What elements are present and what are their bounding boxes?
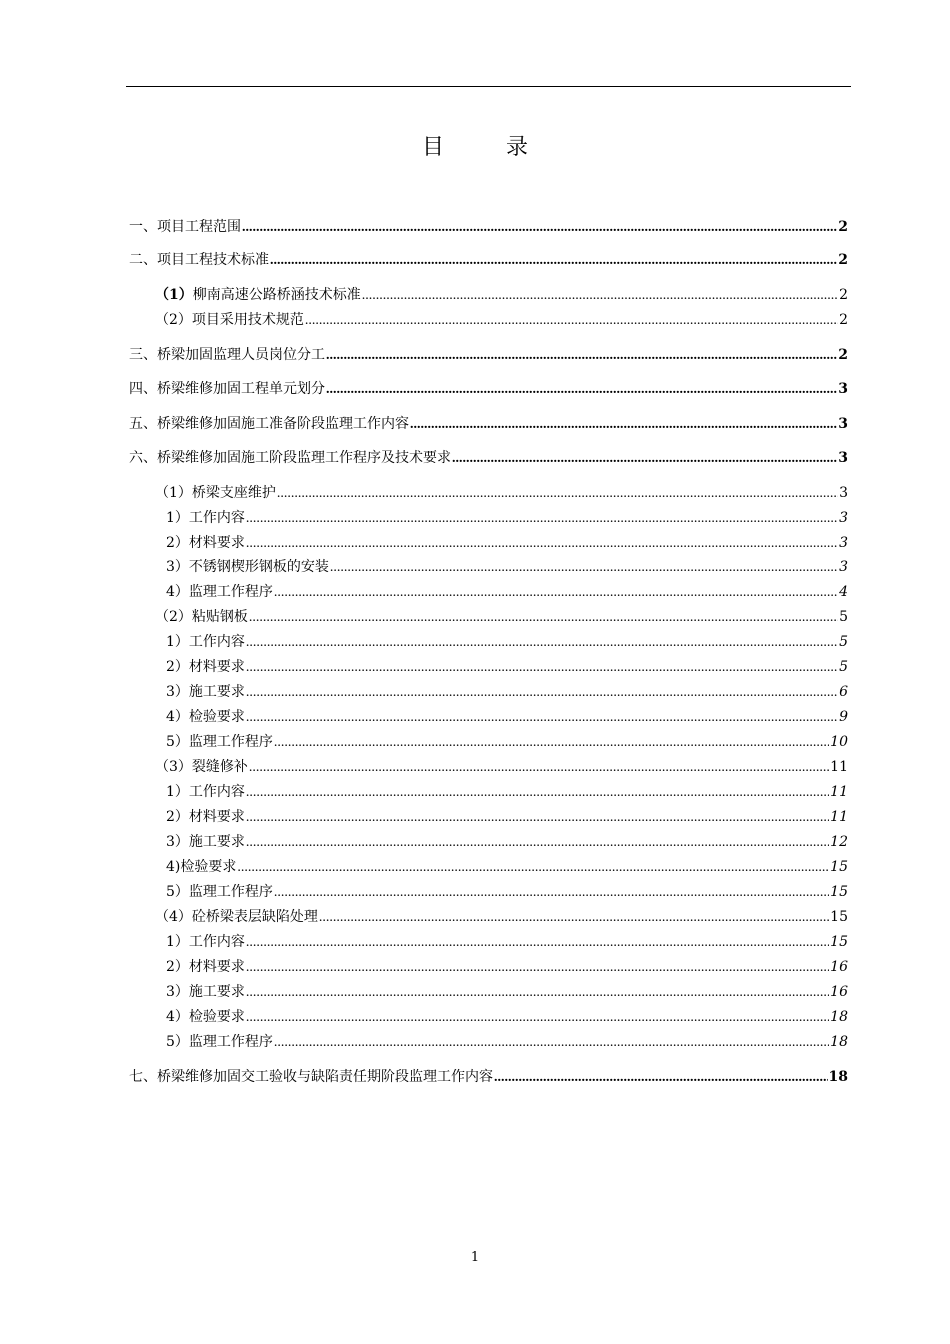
toc-entry-title: 4）检验要求 [166,1009,245,1025]
toc-entry[interactable] [166,557,848,577]
toc-entry-title: 3）施工要求 [166,834,245,850]
toc-leader-dots [246,1008,829,1028]
toc-entry-title: 4）检验要求 [166,709,245,725]
toc-entry[interactable] [166,957,848,977]
toc-entry[interactable] [166,1032,848,1052]
toc-entry-title: 2）材料要求 [166,809,245,825]
toc-leader-dots [277,484,838,504]
toc-leader-dots [246,633,838,653]
toc-entry-page: 3 [838,381,848,397]
toc-entry[interactable] [129,448,848,468]
toc-entry-page: 3 [838,416,848,432]
toc-leader-dots [246,708,838,728]
toc-entry[interactable] [155,310,848,330]
toc-leader-dots [246,983,829,1003]
toc-entry-title: 1）工作内容 [166,510,245,526]
toc-leader-dots [246,509,838,529]
toc-leader-dots [246,808,829,828]
toc-entry-title: 2）材料要求 [166,659,245,675]
toc-entry-page: 12 [830,834,848,850]
toc-leader-dots [274,1033,829,1053]
toc-entry-page: 3 [838,450,848,466]
toc-leader-dots [274,583,838,603]
toc-entry-title: 桥梁维修加固施工准备阶段监理工作内容 [157,416,409,432]
toc-leader-dots [362,286,838,306]
toc-entry-number: 四、 [129,381,157,397]
toc-entry-title: 3）不锈钢楔形钢板的安装 [166,559,329,575]
toc-entry-page: 11 [830,809,848,825]
toc-title-char-1: 目 [421,135,444,160]
toc-entry[interactable] [155,907,848,927]
toc-entry[interactable] [166,732,848,752]
toc-entry[interactable] [129,414,848,434]
toc-entry-title: 3）施工要求 [166,984,245,1000]
toc-entry[interactable] [166,982,848,1002]
toc-leader-dots [246,933,829,953]
toc-entry-title: 2）材料要求 [166,959,245,975]
toc-entry-page: 15 [830,859,848,875]
toc-title-char-2: 录 [506,135,529,160]
toc-entry-number: 六、 [129,450,157,466]
toc-entry[interactable] [155,483,848,503]
toc-entry[interactable] [129,217,848,237]
toc-leader-dots [246,534,838,554]
toc-entry[interactable] [166,582,848,602]
toc-leader-dots [246,658,838,678]
toc-leader-dots [249,608,838,628]
toc-entry[interactable] [166,782,848,802]
toc-entry-title: 桥梁维修加固施工阶段监理工作程序及技术要求 [157,450,451,466]
toc-entry-number: 一、 [129,219,157,235]
page-number: 1 [470,1250,480,1265]
toc-entry[interactable] [166,682,848,702]
toc-entry-title: 4)检验要求 [166,859,237,875]
toc-entry[interactable] [166,657,848,677]
toc-leader-dots [410,415,837,435]
toc-entry-page: 3 [839,510,848,526]
toc-entry-title: （3）裂缝修补 [155,759,248,775]
toc-entry[interactable] [129,379,848,399]
toc-leader-dots [330,558,838,578]
toc-entry-title: 1）工作内容 [166,784,245,800]
toc-leader-dots [237,858,829,878]
toc-entry-page: 9 [839,709,848,725]
toc-entry[interactable] [166,1007,848,1027]
toc-entry[interactable] [155,607,848,627]
toc-entry[interactable] [129,250,848,270]
toc-entry-title: 柳南高速公路桥涵技术标准 [192,287,361,303]
toc-entry-number: 二、 [129,252,157,268]
toc-entry-page: 6 [839,684,848,700]
toc-entry-page: 15 [830,884,848,900]
toc-leader-dots [326,380,837,400]
toc-entry-title: 1）工作内容 [166,934,245,950]
toc-entry-page: 2 [838,252,848,268]
toc-entry-title: （1）桥梁支座维护 [155,485,276,501]
toc-title [0,130,950,161]
toc-entry[interactable] [166,882,848,902]
toc-entry[interactable] [166,832,848,852]
toc-entry-page: 11 [830,784,848,800]
toc-entry-page: 4 [839,584,848,600]
toc-entry-title: （4）砼桥梁表层缺陷处理 [155,909,318,925]
toc-entry-page: 16 [830,959,848,975]
toc-leader-dots [246,783,829,803]
toc-entry-page: 10 [830,734,848,750]
toc-entry-title: 桥梁维修加固交工验收与缺陷责任期阶段监理工作内容 [157,1069,493,1085]
toc-leader-dots [246,833,829,853]
toc-entry-title: 5）监理工作程序 [166,1034,273,1050]
toc-entry-page: 18 [828,1069,848,1085]
toc-entry-title: 3）施工要求 [166,684,245,700]
toc-entry-page: 3 [839,535,848,551]
toc-entry[interactable] [166,857,848,877]
toc-entry-number: 五、 [129,416,157,432]
toc-entry-number: 七、 [129,1069,157,1085]
toc-leader-dots [452,449,837,469]
toc-entry-title: 桥梁加固监理人员岗位分工 [157,347,325,363]
toc-entry[interactable] [129,1067,848,1087]
toc-leader-dots [246,958,829,978]
toc-leader-dots [326,346,837,366]
toc-entry-title: 4）监理工作程序 [166,584,273,600]
toc-entry-page: 16 [830,984,848,1000]
toc-leader-dots [270,251,837,271]
toc-entry[interactable] [155,757,848,777]
toc-entry-page: 2 [838,347,848,363]
toc-entry-title: 1）工作内容 [166,634,245,650]
toc-entry-page: 15 [830,909,848,925]
toc-entry-title: 桥梁维修加固工程单元划分 [157,381,325,397]
toc-entry-title: 5）监理工作程序 [166,884,273,900]
toc-entry[interactable] [166,533,848,553]
toc-leader-dots [246,683,838,703]
toc-entry-page: 5 [839,634,848,650]
toc-leader-dots [319,908,829,928]
toc-entry[interactable] [166,707,848,727]
toc-entry-title: 5）监理工作程序 [166,734,273,750]
toc-entry-page: 5 [839,659,848,675]
toc-entry-title: 2）材料要求 [166,535,245,551]
toc-leader-dots [242,218,837,238]
toc-entry[interactable] [166,807,848,827]
toc-entry[interactable] [166,508,848,528]
toc-entry[interactable] [155,285,848,305]
toc-entry-page: 2 [839,312,848,328]
toc-leader-dots [249,758,829,778]
toc-entry[interactable] [166,632,848,652]
toc-entry-page: 3 [839,485,848,501]
toc-leader-dots [274,733,829,753]
toc-entry-title: 项目工程范围 [157,219,241,235]
toc-entry-page: 18 [830,1009,848,1025]
toc-entry-page: 11 [830,759,848,775]
toc-entry-title: 项目工程技术标准 [157,252,269,268]
toc-entry-page: 2 [839,287,848,303]
toc-entry[interactable] [166,932,848,952]
toc-entry-page: 2 [838,219,848,235]
toc-entry-page: 15 [830,934,848,950]
toc-leader-dots [274,883,829,903]
toc-entry-page: 18 [830,1034,848,1050]
toc-leader-dots [494,1068,828,1088]
toc-entry-page: 3 [839,559,848,575]
toc-entry-number: （1） [155,287,193,303]
toc-leader-dots [305,311,838,331]
header-rule [126,86,851,87]
toc-entry-title: （2）粘贴钢板 [155,609,248,625]
toc-entry[interactable] [129,345,848,365]
toc-entry-number: 三、 [129,347,157,363]
toc-entry-title: （2）项目采用技术规范 [155,312,304,328]
toc-entry-page: 5 [839,609,848,625]
